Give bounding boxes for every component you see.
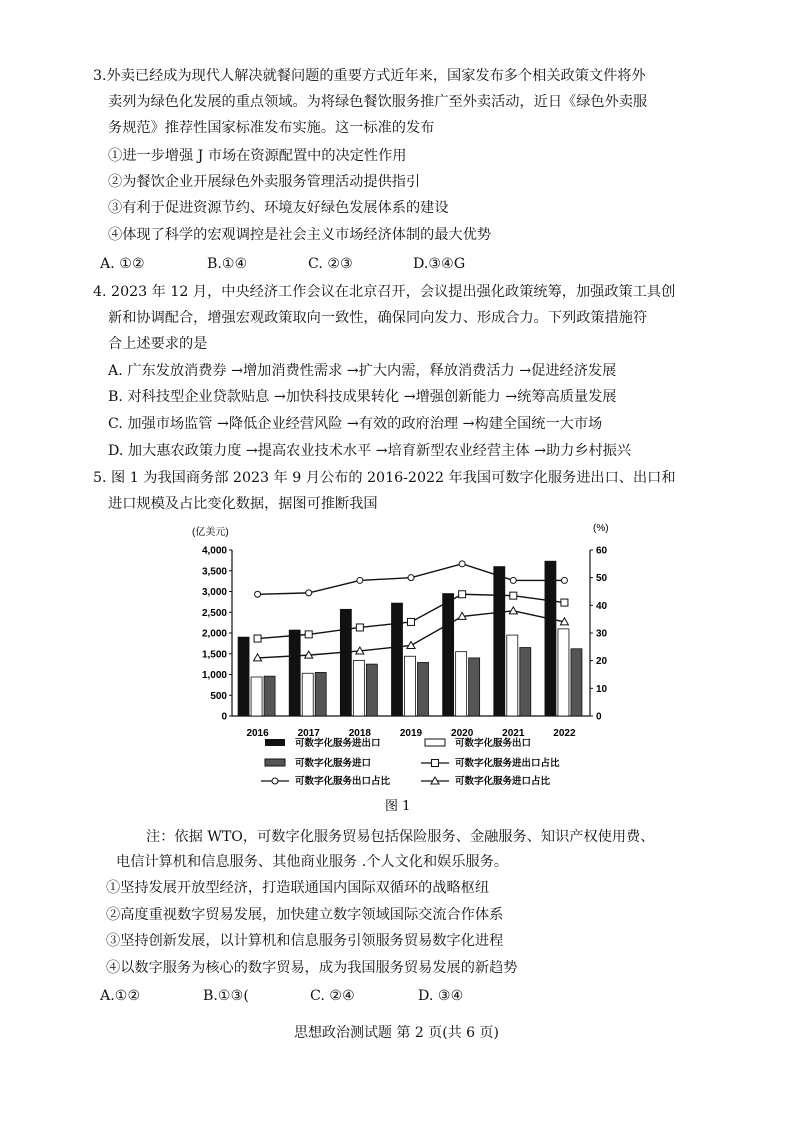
circle-marker [459, 561, 465, 567]
circle-marker [408, 575, 414, 581]
q3-option-b[interactable]: B.①④ [207, 256, 248, 272]
square-marker [305, 631, 312, 638]
square-marker [432, 760, 439, 767]
x-tick-label: 2020 [451, 728, 474, 739]
circle-marker [561, 577, 567, 583]
figure-caption: 图 1 [385, 799, 411, 813]
q4-stem-line-2: 新和协调配合，增强宏观政策取向一致性，确保同向发力、形成合力。下列政策措施符 [108, 310, 648, 326]
line-series-1 [258, 594, 565, 638]
right-tick-label: 50 [596, 573, 608, 585]
chart-lines [254, 561, 569, 661]
right-tick-label: 0 [596, 711, 602, 723]
q3-item-1: ①进一步增强 J 市场在资源配置中的决定性作用 [108, 148, 407, 164]
bar-2 [456, 652, 467, 716]
bar-3 [571, 649, 582, 716]
square-marker [408, 618, 415, 625]
legend-label: 可数字化服务进口占比 [455, 776, 551, 787]
q5-item-1: ①坚持发展开放型经济，打造联通国内国际双循环的战略枢纽 [106, 880, 490, 896]
bar-2 [507, 635, 518, 716]
x-tick-label: 2022 [553, 728, 576, 739]
q5-note-line-1: 注：依据 WTO，可数字化服务贸易包括保险服务、金融服务、知识产权使用费、 [146, 829, 655, 845]
q4-option-c[interactable]: C. 加强市场监管 →降低企业经营风险 →有效的政府治理 →构建全国统一大市场 [108, 416, 603, 432]
left-tick-label: 2,000 [201, 628, 227, 640]
bar-2 [302, 673, 313, 716]
bar-1 [238, 637, 249, 716]
circle-marker [272, 778, 278, 784]
q3-stem-line-2: 卖列为绿色化发展的重点领域。为将绿色餐饮服务推广至外卖活动，近日《绿色外卖服 [108, 94, 648, 110]
x-tick-label: 2016 [246, 728, 269, 739]
right-tick-label: 10 [596, 683, 608, 695]
page-footer: 思想政治测试题 第 2 页(共 6 页) [294, 1025, 499, 1041]
left-unit-label: (亿美元) [192, 527, 229, 538]
x-tick-label: 2018 [348, 728, 371, 739]
bar-2 [405, 656, 416, 716]
q5-note-line-2: 电信计算机和信息服务、其他商业服务 .个人文化和娱乐服务。 [116, 854, 509, 870]
bar-2 [251, 677, 262, 716]
triangle-marker [407, 641, 415, 648]
q4-option-d[interactable]: D. 加大惠农政策力度 →提高农业技术水平 →培育新型农业经营主体 →助力乡村振兴 [108, 443, 632, 459]
x-tick-label: 2019 [399, 728, 423, 739]
q3-option-c[interactable]: C. ②③ [308, 256, 353, 272]
circle-marker [510, 577, 516, 583]
legend-label: 可数字化服务出口 [455, 738, 532, 749]
chart-bars [238, 561, 582, 716]
right-tick-label: 60 [596, 545, 608, 557]
q4-stem-line-1: 4. 2023 年 12 月，中央经济工作会议在北京召开，会议提出强化政策统筹，加强政策工具创 [93, 284, 676, 300]
q3-stem-line-3: 务规范》推荐性国家标准发布实施。这一标准的发布 [108, 120, 435, 136]
q4-option-b[interactable]: B. 对科技型企业贷款贴息 →加快科技成果转化 →增强创新能力 →统筹高质量发展 [108, 389, 617, 405]
bar-1 [392, 603, 403, 716]
bar-3 [520, 648, 531, 716]
x-tick-label: 2017 [297, 728, 320, 739]
q5-option-c[interactable]: C. ②④ [310, 988, 355, 1004]
left-tick-label: 0 [221, 711, 227, 723]
q5-stem-line-1: 5. 图 1 为我国商务部 2023 年 9 月公布的 2016-2022 年我国可数字化服务进出口、出口和 [93, 470, 676, 486]
right-unit-label: (%) [593, 523, 609, 534]
square-marker [254, 635, 261, 642]
triangle-marker [509, 607, 517, 614]
bar-3 [264, 676, 275, 716]
q3-option-a[interactable]: A. ①② [100, 256, 145, 272]
q5-option-a[interactable]: A.①② [100, 988, 141, 1004]
q5-option-b[interactable]: B.①③( [203, 988, 249, 1004]
q5-item-3: ③坚持创新发展，以计算机和信息服务引领服务贸易数字化进程 [106, 933, 504, 949]
bar-1 [545, 561, 556, 716]
circle-marker [255, 591, 261, 597]
q4-option-a[interactable]: A. 广东发放消费券 →增加消费性需求 →扩大内需，释放消费活力 →促进经济发展 [108, 363, 617, 379]
q3-option-d[interactable]: D.③④G [413, 256, 466, 272]
legend-swatch [265, 759, 285, 766]
legend-label: 可数字化服务进出口 [295, 738, 381, 749]
bar-1 [443, 594, 454, 716]
x-tick-label: 2021 [502, 728, 525, 739]
left-tick-label: 2,500 [201, 607, 227, 619]
bar-2 [353, 660, 364, 716]
q5-item-4: ④以数字服务为核心的数字贸易，成为我国服务贸易发展的新趋势 [106, 960, 518, 976]
left-tick-label: 4,000 [201, 545, 227, 557]
right-tick-label: 40 [596, 600, 608, 612]
q5-item-2: ②高度重视数字贸易发展，加快建立数字领域国际交流合作体系 [106, 907, 504, 923]
q5-option-d[interactable]: D. ③④ [418, 988, 464, 1004]
circle-marker [357, 577, 363, 583]
left-tick-label: 3,500 [201, 566, 227, 578]
q3-item-2: ②为餐饮企业开展绿色外卖服务管理活动提供指引 [108, 174, 421, 190]
legend-swatch [265, 739, 285, 746]
figure-1-chart [180, 513, 620, 813]
circle-marker [306, 590, 312, 596]
bar-3 [469, 658, 480, 716]
left-tick-label: 3,000 [201, 587, 227, 598]
bar-2 [558, 629, 569, 716]
bar-1 [340, 609, 351, 716]
legend-label: 可数字化服务进口 [295, 758, 372, 769]
bar-3 [366, 664, 377, 716]
legend-swatch [425, 739, 445, 746]
q3-stem-line-1: 3.外卖已经成为现代人解决就餐问题的重要方式近年来，国家发布多个相关政策文件将外 [93, 68, 646, 84]
square-marker [510, 592, 517, 599]
bar-3 [418, 662, 429, 716]
left-tick-label: 1,000 [201, 670, 227, 681]
square-marker [561, 599, 568, 606]
bar-3 [315, 672, 326, 716]
q4-stem-line-3: 合上述要求的是 [108, 336, 208, 352]
q5-stem-line-2: 进口规模及占比变化数据，据图可推断我国 [108, 496, 378, 512]
right-tick-label: 20 [596, 656, 608, 668]
legend-label: 可数字化服务出口占比 [295, 776, 391, 787]
square-marker [459, 591, 466, 598]
square-marker [356, 624, 363, 631]
q3-item-4: ④体现了科学的宏观调控是社会主义市场经济体制的最大优势 [108, 227, 492, 243]
legend-label: 可数字化服务进出口占比 [455, 758, 560, 769]
left-tick-label: 1,500 [201, 649, 227, 661]
bar-1 [494, 567, 505, 716]
left-tick-label: 500 [210, 690, 227, 702]
q3-item-3: ③有利于促进资源节约、环境友好绿色发展体系的建设 [108, 200, 449, 216]
bar-1 [289, 630, 300, 716]
chart-legend [261, 737, 560, 787]
right-tick-label: 30 [596, 628, 608, 640]
